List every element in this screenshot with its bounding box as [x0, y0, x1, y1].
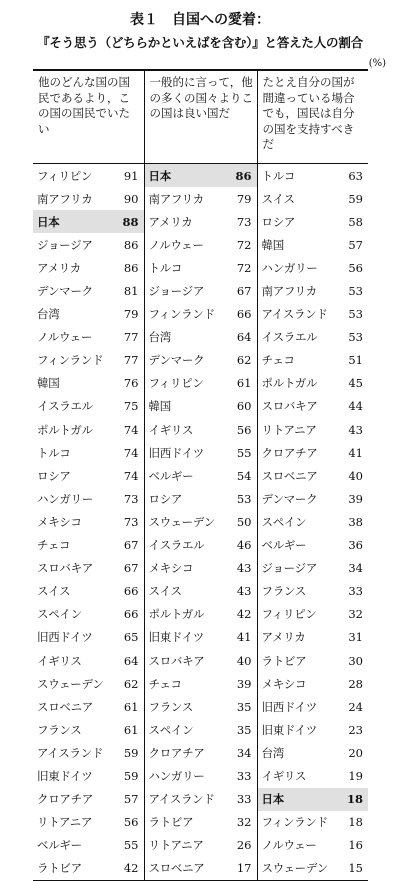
country-cell: トルコ — [257, 164, 340, 188]
table-row — [33, 834, 368, 857]
table-row — [33, 303, 368, 326]
value-cell: 62 — [123, 676, 139, 691]
country-cell: 韓国 — [37, 376, 60, 391]
table-row — [33, 672, 368, 695]
country-cell: フィンランド — [37, 353, 104, 368]
country-cell: 旧西ドイツ — [37, 630, 93, 645]
column-header-2: 一般的に言って，他の多くの国々よりこの国は良い国だ — [144, 70, 257, 164]
value-cell: 55 — [123, 838, 139, 853]
country-cell: ポルトガル — [37, 422, 93, 437]
country-cell: ノルウェー — [257, 834, 340, 857]
value-cell: 67 — [236, 284, 252, 299]
value-cell: 33 — [236, 792, 252, 807]
table-row — [33, 811, 368, 834]
table-row — [33, 603, 368, 626]
country-cell: アイスランド — [257, 303, 340, 326]
value-cell: 36 — [348, 538, 363, 553]
value-cell: 16 — [348, 838, 363, 853]
country-cell: デンマーク — [257, 487, 340, 510]
value-cell: 72 — [236, 260, 252, 275]
table-row — [33, 441, 368, 464]
country-cell: チェコ — [37, 538, 71, 553]
value-cell: 59 — [348, 191, 363, 206]
value-cell: 74 — [123, 422, 139, 437]
country-cell: スロベニア — [257, 464, 340, 487]
country-cell: フィリピン — [144, 372, 224, 395]
value-cell: 46 — [236, 538, 252, 553]
value-cell: 50 — [236, 514, 252, 529]
value-cell: 63 — [348, 168, 363, 183]
country-cell: ラトビア — [144, 811, 224, 834]
value-cell: 26 — [236, 838, 252, 853]
value-cell: 38 — [348, 514, 363, 529]
country-cell: 南アフリカ — [257, 279, 340, 302]
value-cell: 86 — [123, 237, 139, 252]
table-row — [33, 187, 368, 210]
value-cell: 62 — [236, 353, 252, 368]
value-cell: 86 — [224, 164, 257, 188]
value-cell: 20 — [348, 745, 363, 760]
country-cell: ラトビア — [37, 861, 82, 876]
country-cell: クロアチア — [144, 741, 224, 764]
table-row — [33, 557, 368, 580]
country-cell: 日本 — [144, 164, 224, 188]
value-cell: 58 — [348, 214, 363, 229]
country-cell: スウェーデン — [257, 857, 340, 881]
table-row — [33, 279, 368, 302]
country-cell: 台湾 — [144, 326, 224, 349]
country-cell: イスラエル — [144, 534, 224, 557]
value-cell: 77 — [123, 330, 139, 345]
table-row — [33, 464, 368, 487]
value-cell: 61 — [123, 699, 139, 714]
table-row — [33, 349, 368, 372]
table-row — [33, 372, 368, 395]
country-cell: ポルトガル — [257, 372, 340, 395]
country-cell: イスラエル — [37, 399, 93, 414]
value-cell: 79 — [236, 191, 252, 206]
country-cell: スペイン — [257, 510, 340, 533]
country-cell: ハンガリー — [144, 764, 224, 787]
value-cell: 61 — [123, 722, 139, 737]
value-cell: 32 — [348, 607, 363, 622]
country-cell: 南アフリカ — [37, 191, 93, 206]
value-cell: 66 — [236, 307, 252, 322]
value-cell: 17 — [236, 861, 252, 876]
table-row — [33, 510, 368, 533]
value-cell: 41 — [348, 445, 363, 460]
value-cell: 67 — [123, 538, 139, 553]
country-cell: デンマーク — [144, 349, 224, 372]
value-cell: 56 — [236, 422, 252, 437]
value-cell: 41 — [236, 630, 252, 645]
country-cell: 旧西ドイツ — [144, 441, 224, 464]
value-cell: 73 — [236, 214, 252, 229]
table-row — [33, 418, 368, 441]
value-cell: 18 — [348, 815, 363, 830]
country-cell: チェコ — [144, 672, 224, 695]
value-cell: 33 — [236, 768, 252, 783]
table-row — [33, 164, 368, 188]
value-cell: 18 — [340, 788, 368, 811]
column-header-3: たとえ自分の国が間違っている場合でも，国民は自分の国を支持すべきだ — [257, 70, 368, 164]
country-cell: スイス — [257, 187, 340, 210]
value-cell: 76 — [123, 376, 139, 391]
value-cell: 19 — [348, 768, 363, 783]
country-cell: 日本 — [257, 788, 340, 811]
value-cell: 64 — [123, 653, 139, 668]
value-cell: 53 — [236, 491, 252, 506]
country-cell: メキシコ — [37, 514, 82, 529]
country-cell: アイスランド — [37, 745, 104, 760]
value-cell: 61 — [236, 376, 252, 391]
value-cell: 88 — [117, 210, 144, 233]
country-cell: メキシコ — [144, 557, 224, 580]
table-title: 表１ 自国への愛着： — [130, 12, 270, 28]
value-cell: 75 — [123, 399, 139, 414]
country-cell: スロベニア — [144, 857, 224, 881]
patriotism-table — [33, 69, 368, 881]
table-row — [33, 256, 368, 279]
value-cell: 40 — [348, 468, 363, 483]
table-row — [33, 580, 368, 603]
country-cell: フィンランド — [257, 811, 340, 834]
table-row — [33, 741, 368, 764]
country-cell: クロアチア — [37, 792, 93, 807]
country-cell: イギリス — [144, 418, 224, 441]
value-cell: 91 — [123, 168, 139, 183]
country-cell: ロシア — [37, 468, 71, 483]
country-cell: 日本 — [33, 210, 117, 233]
country-cell: 台湾 — [257, 741, 340, 764]
value-cell: 56 — [123, 815, 139, 830]
value-cell: 81 — [123, 284, 139, 299]
country-cell: スペイン — [144, 718, 224, 741]
country-cell: リトアニア — [257, 418, 340, 441]
country-cell: アメリカ — [257, 626, 340, 649]
country-cell: デンマーク — [37, 284, 93, 299]
country-cell: 南アフリカ — [144, 187, 224, 210]
country-cell: ハンガリー — [37, 491, 93, 506]
country-cell: ジョージア — [144, 279, 224, 302]
value-cell: 28 — [348, 676, 363, 691]
table-row — [33, 326, 368, 349]
value-cell: 73 — [123, 491, 139, 506]
country-cell: チェコ — [257, 349, 340, 372]
value-cell: 79 — [123, 307, 139, 322]
table-row — [33, 534, 368, 557]
value-cell: 67 — [123, 561, 139, 576]
value-cell: 44 — [348, 399, 363, 414]
country-cell: スロバキア — [144, 649, 224, 672]
value-cell: 43 — [236, 584, 252, 599]
country-cell: イギリス — [257, 764, 340, 787]
value-cell: 57 — [123, 792, 139, 807]
value-cell: 23 — [348, 722, 363, 737]
value-cell: 55 — [236, 445, 252, 460]
value-cell: 34 — [348, 561, 363, 576]
country-cell: ポルトガル — [144, 603, 224, 626]
value-cell: 39 — [236, 676, 252, 691]
value-cell: 90 — [123, 191, 139, 206]
table-row — [33, 788, 368, 811]
value-cell: 77 — [123, 353, 139, 368]
value-cell: 39 — [348, 491, 363, 506]
value-cell: 59 — [123, 745, 139, 760]
country-cell: フランス — [37, 722, 82, 737]
value-cell: 59 — [123, 768, 139, 783]
column-header-1: 他のどんな国の国民であるより，この国の国民でいたい — [33, 70, 144, 164]
country-cell: フランス — [144, 695, 224, 718]
country-cell: ベルギー — [257, 534, 340, 557]
country-cell: ジョージア — [257, 557, 340, 580]
country-cell: フィリピン — [37, 168, 93, 183]
country-cell: スイス — [144, 580, 224, 603]
country-cell: スウェーデン — [144, 510, 224, 533]
value-cell: 53 — [348, 284, 363, 299]
value-cell: 35 — [236, 699, 252, 714]
value-cell: 53 — [348, 330, 363, 345]
country-cell: スロベニア — [37, 699, 93, 714]
value-cell: 72 — [236, 237, 252, 252]
country-cell: リトアニア — [144, 834, 224, 857]
value-cell: 42 — [236, 607, 252, 622]
value-cell: 34 — [236, 745, 252, 760]
country-cell: スイス — [37, 584, 71, 599]
table-row — [33, 210, 368, 233]
value-cell: 43 — [236, 561, 252, 576]
country-cell: ロシア — [144, 487, 224, 510]
country-cell: フィンランド — [144, 303, 224, 326]
value-cell: 74 — [123, 445, 139, 460]
header-row — [33, 70, 368, 164]
country-cell: リトアニア — [37, 815, 93, 830]
country-cell: ラトビア — [257, 649, 340, 672]
value-cell: 60 — [236, 399, 252, 414]
value-cell: 66 — [123, 607, 139, 622]
country-cell: イギリス — [37, 653, 82, 668]
value-cell: 45 — [348, 376, 363, 391]
table-row — [33, 718, 368, 741]
country-cell: ロシア — [257, 210, 340, 233]
country-cell: アメリカ — [144, 210, 224, 233]
country-cell: メキシコ — [257, 672, 340, 695]
country-cell: クロアチア — [257, 441, 340, 464]
value-cell: 51 — [348, 353, 363, 368]
country-cell: 旧東ドイツ — [144, 626, 224, 649]
value-cell: 66 — [123, 584, 139, 599]
country-cell: スペイン — [37, 607, 82, 622]
value-cell: 86 — [123, 260, 139, 275]
country-cell: アイスランド — [144, 788, 224, 811]
country-cell: 韓国 — [144, 395, 224, 418]
table-row — [33, 695, 368, 718]
table-row — [33, 626, 368, 649]
table-row — [33, 649, 368, 672]
country-cell: フランス — [257, 580, 340, 603]
table-row — [33, 233, 368, 256]
table-row — [33, 395, 368, 418]
table-row — [33, 857, 368, 881]
country-cell: トルコ — [144, 256, 224, 279]
value-cell: 40 — [236, 653, 252, 668]
value-cell: 43 — [348, 422, 363, 437]
value-cell: 32 — [236, 815, 252, 830]
table-row — [33, 764, 368, 787]
value-cell: 56 — [348, 260, 363, 275]
country-cell: スウェーデン — [37, 676, 104, 691]
table-row — [33, 487, 368, 510]
country-cell: トルコ — [37, 445, 71, 460]
country-cell: 旧東ドイツ — [257, 718, 340, 741]
value-cell: 24 — [348, 699, 363, 714]
value-cell: 42 — [123, 861, 139, 876]
country-cell: ノルウェー — [144, 233, 224, 256]
value-cell: 64 — [236, 330, 252, 345]
value-cell: 31 — [348, 630, 363, 645]
country-cell: アメリカ — [37, 260, 81, 275]
value-cell: 33 — [348, 584, 363, 599]
country-cell: 台湾 — [37, 307, 60, 322]
value-cell: 57 — [348, 237, 363, 252]
country-cell: ジョージア — [37, 237, 93, 252]
value-cell: 53 — [348, 307, 363, 322]
country-cell: ベルギー — [37, 838, 82, 853]
country-cell: 旧西ドイツ — [257, 695, 340, 718]
value-cell: 54 — [236, 468, 252, 483]
country-cell: ハンガリー — [257, 256, 340, 279]
value-cell: 74 — [123, 468, 139, 483]
value-cell: 65 — [123, 630, 139, 645]
country-cell: 韓国 — [257, 233, 340, 256]
value-cell: 73 — [123, 514, 139, 529]
unit-label: (%) — [368, 58, 386, 69]
value-cell: 35 — [236, 722, 252, 737]
country-cell: スロバキア — [37, 561, 93, 576]
country-cell: ノルウェー — [37, 330, 93, 345]
country-cell: スロバキア — [257, 395, 340, 418]
country-cell: 旧東ドイツ — [37, 768, 93, 783]
country-cell: フィリピン — [257, 603, 340, 626]
table-subtitle: 『そう思う（どちらかといえばを含む）』と答えた人の割合 — [37, 35, 363, 50]
country-cell: イスラエル — [257, 326, 340, 349]
value-cell: 30 — [348, 653, 363, 668]
value-cell: 15 — [348, 861, 363, 876]
country-cell: ベルギー — [144, 464, 224, 487]
